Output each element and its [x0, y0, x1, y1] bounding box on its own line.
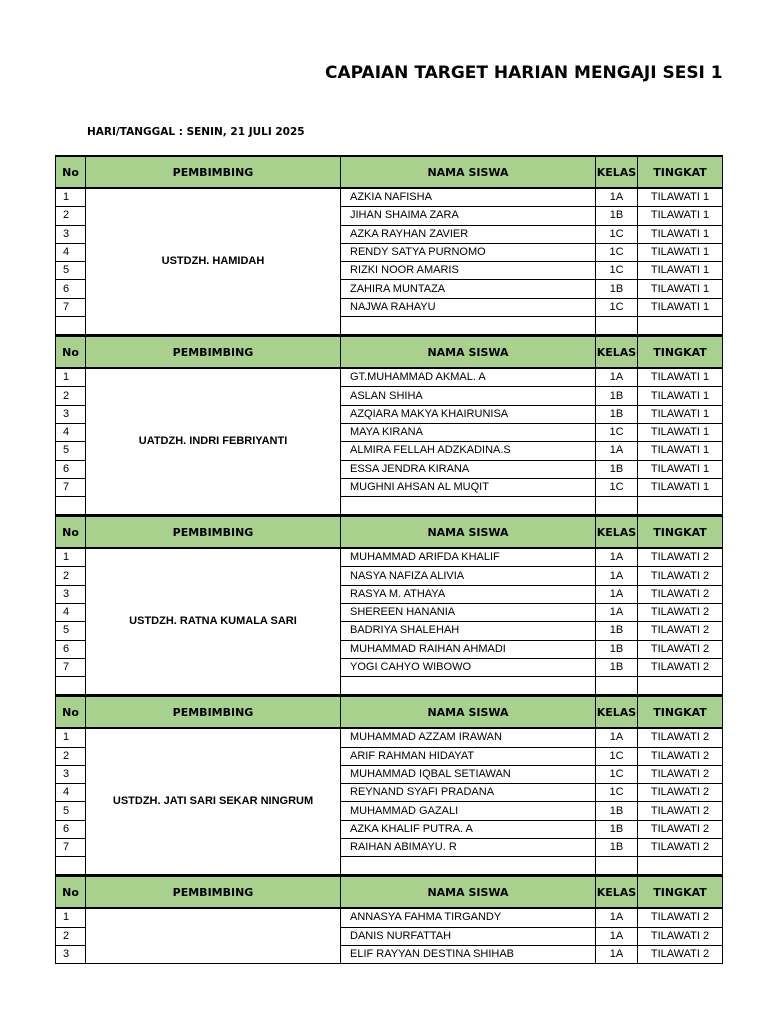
empty-cell: [638, 497, 723, 515]
empty-cell: [596, 317, 638, 335]
student-class: 1C: [596, 747, 638, 765]
empty-cell: [596, 677, 638, 695]
student-level: TILAWATI 2: [638, 548, 723, 567]
student-class: 1C: [596, 225, 638, 243]
student-level: TILAWATI 2: [638, 784, 723, 802]
student-level: TILAWATI 2: [638, 585, 723, 603]
header-tingkat: TINGKAT: [638, 516, 723, 548]
row-number: 6: [56, 820, 86, 838]
student-level: TILAWATI 2: [638, 765, 723, 783]
student-name: MUHAMMAD AZZAM IRAWAN: [341, 728, 596, 747]
student-class: 1A: [596, 728, 638, 747]
row-number: 2: [56, 567, 86, 585]
row-number: 4: [56, 604, 86, 622]
student-class: 1C: [596, 262, 638, 280]
student-level: TILAWATI 2: [638, 820, 723, 838]
student-class: 1B: [596, 658, 638, 676]
student-class: 1B: [596, 405, 638, 423]
student-class: 1B: [596, 207, 638, 225]
student-level: TILAWATI 1: [638, 280, 723, 298]
header-no: No: [56, 876, 86, 908]
student-name: NAJWA RAHAYU: [341, 298, 596, 316]
header-row: [56, 336, 723, 368]
student-level: TILAWATI 1: [638, 207, 723, 225]
student-name: MUHAMMAD ARIFDA KHALIF: [341, 548, 596, 567]
empty-cell: [56, 317, 86, 335]
student-name: ASLAN SHIHA: [341, 387, 596, 405]
student-name: ELIF RAYYAN DESTINA SHIHAB: [341, 945, 596, 963]
student-name: MUHAMMAD RAIHAN AHMADI: [341, 640, 596, 658]
header-nama-siswa: NAMA SISWA: [341, 876, 596, 908]
page-title: CAPAIAN TARGET HARIAN MENGAJI SESI 1: [325, 63, 723, 83]
student-class: 1A: [596, 927, 638, 945]
pembimbing-name: USTDZH. JATI SARI SEKAR NINGRUM: [86, 728, 341, 875]
student-class: 1B: [596, 802, 638, 820]
student-name: ZAHIRA MUNTAZA: [341, 280, 596, 298]
student-name: AZQIARA MAKYA KHAIRUNISA: [341, 405, 596, 423]
student-level: TILAWATI 2: [638, 622, 723, 640]
student-name: SHEREEN HANANIA: [341, 604, 596, 622]
pembimbing-name: USTDZH. RATNA KUMALA SARI: [86, 548, 341, 695]
row-number: 1: [56, 368, 86, 387]
attendance-tables: [55, 155, 722, 964]
student-class: 1A: [596, 368, 638, 387]
row-number: 2: [56, 927, 86, 945]
header-no: No: [56, 336, 86, 368]
table-row: [56, 188, 723, 207]
pembimbing-name: [86, 908, 341, 963]
row-number: 3: [56, 945, 86, 963]
row-number: 3: [56, 225, 86, 243]
row-number: 6: [56, 280, 86, 298]
student-level: TILAWATI 1: [638, 478, 723, 496]
table-row: [56, 908, 723, 927]
empty-cell: [596, 857, 638, 875]
empty-cell: [638, 677, 723, 695]
row-number: 6: [56, 640, 86, 658]
student-class: 1B: [596, 460, 638, 478]
student-level: TILAWATI 1: [638, 387, 723, 405]
header-nama-siswa: NAMA SISWA: [341, 516, 596, 548]
student-level: TILAWATI 2: [638, 945, 723, 963]
group-table: [55, 335, 723, 515]
row-number: 3: [56, 405, 86, 423]
student-class: 1C: [596, 765, 638, 783]
table-row: [56, 368, 723, 387]
student-class: 1C: [596, 478, 638, 496]
table-row: [56, 548, 723, 567]
student-name: MUGHNI AHSAN AL MUQIT: [341, 478, 596, 496]
header-pembimbing: PEMBIMBING: [86, 696, 341, 728]
header-row: [56, 516, 723, 548]
student-name: RASYA M. ATHAYA: [341, 585, 596, 603]
student-level: TILAWATI 2: [638, 604, 723, 622]
student-level: TILAWATI 2: [638, 567, 723, 585]
row-number: 2: [56, 387, 86, 405]
row-number: 7: [56, 478, 86, 496]
student-class: 1C: [596, 784, 638, 802]
row-number: 4: [56, 784, 86, 802]
student-level: TILAWATI 1: [638, 243, 723, 261]
student-name: GT.MUHAMMAD AKMAL. A: [341, 368, 596, 387]
row-number: 5: [56, 442, 86, 460]
student-class: 1C: [596, 423, 638, 441]
student-class: 1A: [596, 548, 638, 567]
empty-cell: [341, 677, 596, 695]
empty-cell: [341, 497, 596, 515]
header-tingkat: TINGKAT: [638, 156, 723, 188]
group-table: [55, 875, 723, 964]
row-number: 3: [56, 585, 86, 603]
student-level: TILAWATI 2: [638, 839, 723, 857]
row-number: 2: [56, 747, 86, 765]
row-number: 1: [56, 548, 86, 567]
student-level: TILAWATI 2: [638, 908, 723, 927]
student-level: TILAWATI 1: [638, 460, 723, 478]
student-class: 1B: [596, 280, 638, 298]
header-no: No: [56, 696, 86, 728]
student-name: AZKA RAYHAN ZAVIER: [341, 225, 596, 243]
student-name: RIZKI NOOR AMARIS: [341, 262, 596, 280]
student-level: TILAWATI 2: [638, 927, 723, 945]
pembimbing-name: UATDZH. INDRI FEBRIYANTI: [86, 368, 341, 515]
student-class: 1B: [596, 839, 638, 857]
group-table: [55, 155, 723, 335]
header-pembimbing: PEMBIMBING: [86, 156, 341, 188]
student-class: 1A: [596, 604, 638, 622]
student-name: ANNASYA FAHMA TIRGANDY: [341, 908, 596, 927]
student-name: DANIS NURFATTAH: [341, 927, 596, 945]
student-name: MAYA KIRANA: [341, 423, 596, 441]
student-name: ESSA JENDRA KIRANA: [341, 460, 596, 478]
row-number: 5: [56, 802, 86, 820]
student-class: 1A: [596, 188, 638, 207]
student-level: TILAWATI 2: [638, 728, 723, 747]
student-name: AZKIA NAFISHA: [341, 188, 596, 207]
student-name: REYNAND SYAFI PRADANA: [341, 784, 596, 802]
header-kelas: KELAS: [596, 516, 638, 548]
row-number: 6: [56, 460, 86, 478]
row-number: 4: [56, 423, 86, 441]
student-level: TILAWATI 1: [638, 423, 723, 441]
student-class: 1B: [596, 640, 638, 658]
student-level: TILAWATI 1: [638, 368, 723, 387]
row-number: 1: [56, 188, 86, 207]
student-name: AZKA KHALIF PUTRA. A: [341, 820, 596, 838]
student-class: 1A: [596, 908, 638, 927]
empty-cell: [56, 497, 86, 515]
student-level: TILAWATI 2: [638, 640, 723, 658]
row-number: 3: [56, 765, 86, 783]
empty-cell: [56, 857, 86, 875]
student-level: TILAWATI 1: [638, 298, 723, 316]
student-name: RENDY SATYA PURNOMO: [341, 243, 596, 261]
empty-cell: [638, 317, 723, 335]
student-name: JIHAN SHAIMA ZARA: [341, 207, 596, 225]
student-class: 1A: [596, 945, 638, 963]
student-class: 1C: [596, 298, 638, 316]
header-nama-siswa: NAMA SISWA: [341, 336, 596, 368]
header-kelas: KELAS: [596, 876, 638, 908]
empty-cell: [596, 497, 638, 515]
student-level: TILAWATI 2: [638, 658, 723, 676]
pembimbing-name: USTDZH. HAMIDAH: [86, 188, 341, 335]
row-number: 7: [56, 839, 86, 857]
group-table: [55, 515, 723, 695]
date-line: HARI/TANGGAL : SENIN, 21 JULI 2025: [87, 126, 305, 138]
header-no: No: [56, 516, 86, 548]
student-class: 1B: [596, 622, 638, 640]
empty-cell: [638, 857, 723, 875]
student-name: ALMIRA FELLAH ADZKADINA.S: [341, 442, 596, 460]
header-kelas: KELAS: [596, 336, 638, 368]
row-number: 5: [56, 262, 86, 280]
student-class: 1A: [596, 567, 638, 585]
student-name: MUHAMMAD IQBAL SETIAWAN: [341, 765, 596, 783]
header-pembimbing: PEMBIMBING: [86, 516, 341, 548]
student-class: 1B: [596, 820, 638, 838]
student-class: 1A: [596, 442, 638, 460]
header-no: No: [56, 156, 86, 188]
row-number: 2: [56, 207, 86, 225]
empty-cell: [56, 677, 86, 695]
header-tingkat: TINGKAT: [638, 876, 723, 908]
student-level: TILAWATI 2: [638, 747, 723, 765]
student-level: TILAWATI 1: [638, 188, 723, 207]
header-nama-siswa: NAMA SISWA: [341, 156, 596, 188]
header-nama-siswa: NAMA SISWA: [341, 696, 596, 728]
row-number: 1: [56, 908, 86, 927]
student-level: TILAWATI 1: [638, 262, 723, 280]
student-level: TILAWATI 2: [638, 802, 723, 820]
student-name: NASYA NAFIZA ALIVIA: [341, 567, 596, 585]
header-row: [56, 156, 723, 188]
row-number: 1: [56, 728, 86, 747]
row-number: 5: [56, 622, 86, 640]
header-tingkat: TINGKAT: [638, 336, 723, 368]
row-number: 7: [56, 658, 86, 676]
student-name: RAIHAN ABIMAYU. R: [341, 839, 596, 857]
student-class: 1B: [596, 387, 638, 405]
student-name: YOGI CAHYO WIBOWO: [341, 658, 596, 676]
student-class: 1A: [596, 585, 638, 603]
empty-cell: [341, 317, 596, 335]
student-level: TILAWATI 1: [638, 442, 723, 460]
header-kelas: KELAS: [596, 156, 638, 188]
header-pembimbing: PEMBIMBING: [86, 336, 341, 368]
student-name: BADRIYA SHALEHAH: [341, 622, 596, 640]
header-tingkat: TINGKAT: [638, 696, 723, 728]
student-name: ARIF RAHMAN HIDAYAT: [341, 747, 596, 765]
header-row: [56, 876, 723, 908]
group-table: [55, 695, 723, 875]
student-level: TILAWATI 1: [638, 225, 723, 243]
row-number: 7: [56, 298, 86, 316]
header-pembimbing: PEMBIMBING: [86, 876, 341, 908]
empty-cell: [341, 857, 596, 875]
header-kelas: KELAS: [596, 696, 638, 728]
student-class: 1C: [596, 243, 638, 261]
student-name: MUHAMMAD GAZALI: [341, 802, 596, 820]
row-number: 4: [56, 243, 86, 261]
header-row: [56, 696, 723, 728]
student-level: TILAWATI 1: [638, 405, 723, 423]
table-row: [56, 728, 723, 747]
